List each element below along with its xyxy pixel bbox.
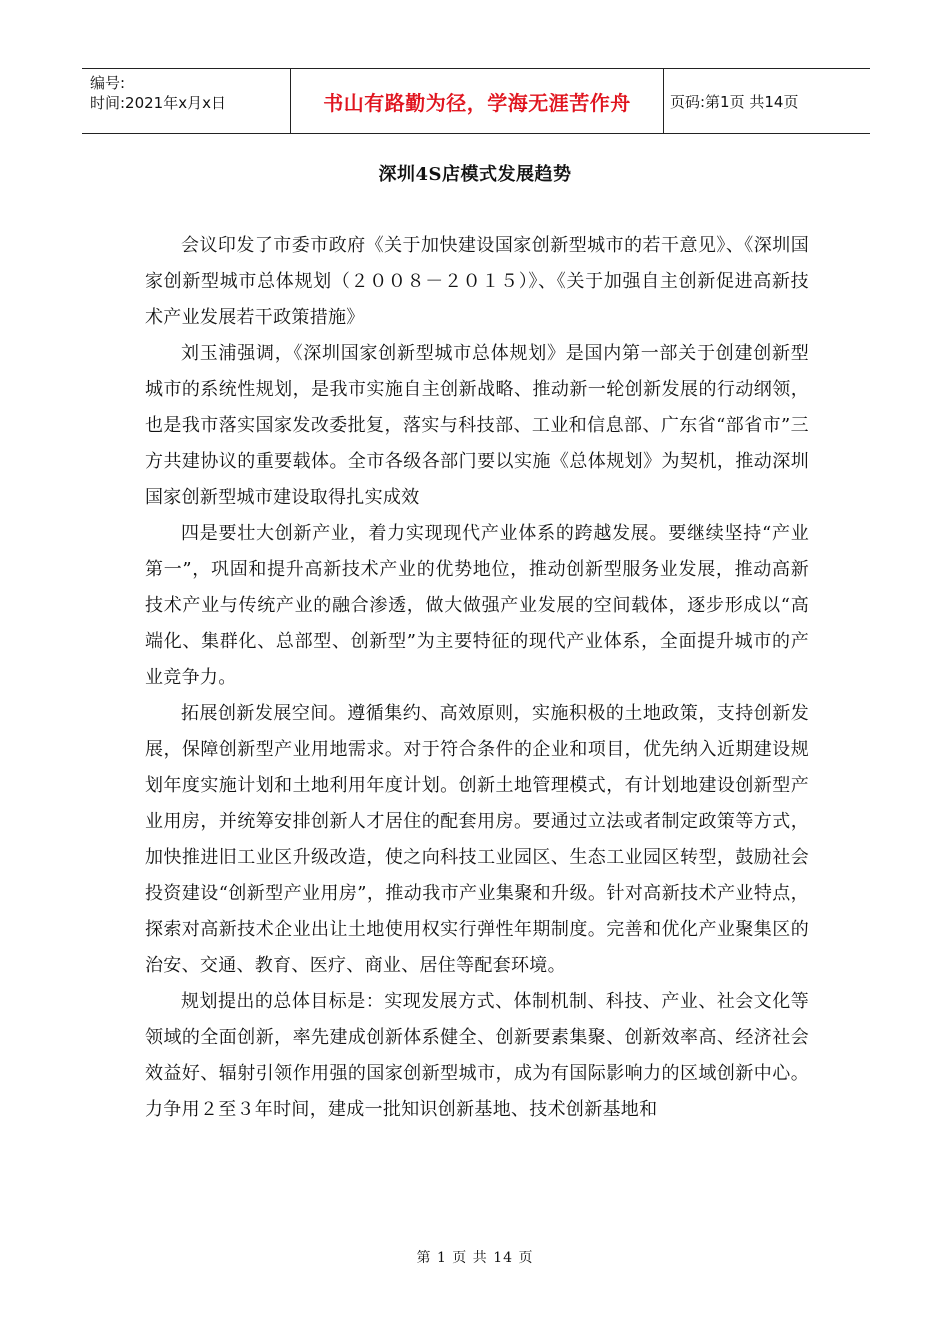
paragraph: 刘玉浦强调，《深圳国家创新型城市总体规划》是国内第一部关于创建创新型城市的系统性规划，是我市实施自主创新战略、推动新一轮创新发展的行动纲领，也是我市落实国家发改委批复，落实与科技部、工业和信息部、广东省“部省市”三方共建协议的重要载体。全市各级各部门要以实施《总体规划》为契机，推动深圳国家创新型城市建设取得扎实成效 [145, 343, 809, 508]
paragraph: 拓展创新发展空间。遵循集约、高效原则，实施积极的土地政策，支持创新发展，保障创新型产业用地需求。对于符合条件的企业和项目，优先纳入近期建设规划年度实施计划和土地利用年度计划。创新土地管理模式，有计划地建设创新型产业用房，并统筹安排创新人才居住的配套用房。要通过立法或者制定政策等方式，加快推进旧工业区升级改造，使之向科技工业园区、生态工业园区转型，鼓励社会投资建设“创新型产业用房”，推动我市产业集聚和升级。针对高新技术产业特点，探索对高新技术企业出让土地使用权实行弹性年期制度。完善和优化产业聚集区的治安、交通、教育、医疗、商业、居住等配套环境。 [145, 703, 809, 976]
header-motto-cell [291, 69, 664, 134]
header-motto: 书山有路勤为径，学海无涯苦作舟 [323, 90, 631, 115]
document-title: 深圳4S店模式发展趋势 [378, 164, 572, 185]
paragraph: 规划提出的总体目标是：实现发展方式、体制机制、科技、产业、社会文化等领域的全面创新，率先建成创新体系健全、创新要素集聚、创新效率高、经济社会效益好、辐射引领作用强的国家创新型城市，成为有国际影响力的区域创新中心。力争用２至３年时间，建成一批知识创新基地、技术创新基地和 [145, 991, 809, 1120]
page-header [82, 68, 870, 134]
document-body [145, 228, 809, 1128]
document-number-label: 编号: [90, 74, 126, 92]
paragraph: 四是要壮大创新产业，着力实现现代产业体系的跨越发展。要继续坚持“产业第一”，巩固和提升高新技术产业的优势地位，推动创新型服务业发展，推动高新技术产业与传统产业的融合渗透，做大做强产业发展的空间载体，逐步形成以“高端化、集群化、总部型、创新型”为主要特征的现代产业体系，全面提升城市的产业竞争力。 [145, 523, 809, 688]
paragraph: 会议印发了市委市政府《关于加快建设国家创新型城市的若干意见》、《深圳国家创新型城市总体规划（２００８－２０１５）》、《关于加强自主创新促进高新技术产业发展若干政策措施》 [145, 235, 809, 328]
page-footer: 第 1 页 共 14 页 [416, 1250, 534, 1266]
header-meta [82, 69, 291, 134]
document-date: 时间:2021年x月x日 [90, 94, 226, 112]
header-page-info: 页码:第1页 共14页 [664, 69, 871, 134]
